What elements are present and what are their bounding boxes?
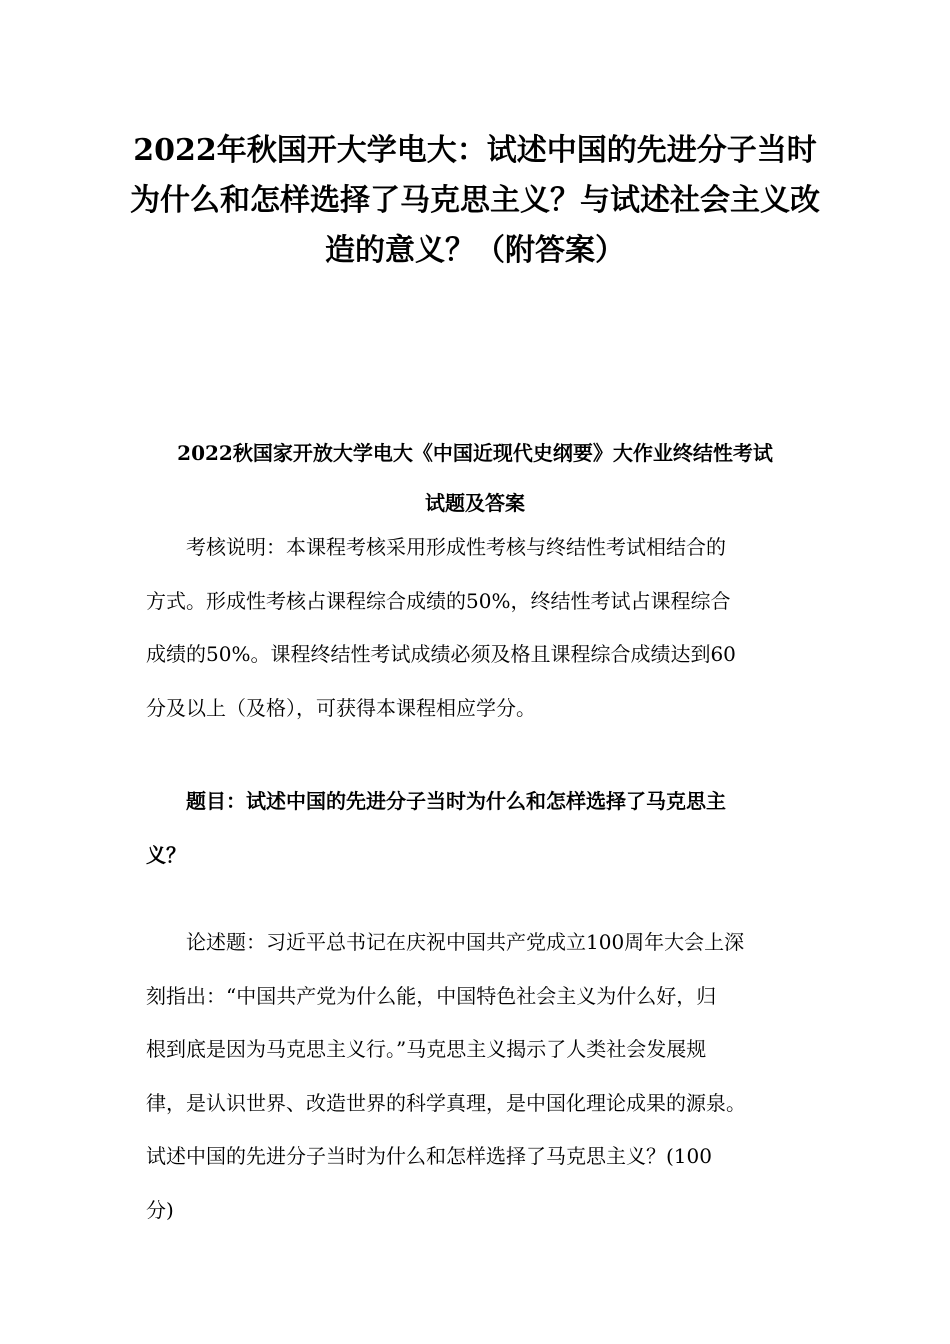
paragraph-line: 分): [146, 1197, 174, 1222]
paragraph-line: 义？: [146, 842, 186, 867]
title-line: 2022年秋国开大学电大：试述中国的先进分子当时: [133, 133, 817, 168]
paragraph-line: 方式。形成性考核占课程综合成绩的50%，终结性考试占课程综合: [146, 588, 731, 613]
essay-question-paragraph: [146, 916, 836, 1237]
document-title: [120, 126, 830, 276]
assessment-note-paragraph: [146, 521, 836, 735]
paragraph-line: 题目：试述中国的先进分子当时为什么和怎样选择了马克思主: [186, 789, 726, 813]
paragraph-line: 论述题：习近平总书记在庆祝中国共产党成立100周年大会上深: [186, 930, 745, 954]
title-line: 为什么和怎样选择了马克思主义？与试述社会主义改: [130, 183, 820, 218]
paragraph-line: 试述中国的先进分子当时为什么和怎样选择了马克思主义？(100: [146, 1144, 712, 1168]
subtitle-line: 2022秋国家开放大学电大《中国近现代史纲要》大作业终结性考试: [177, 441, 773, 465]
paragraph-line: 成绩的50%。课程终结性考试成绩必须及格且课程综合成绩达到60: [146, 642, 736, 666]
question-heading: [146, 775, 836, 882]
subtitle-line: 试题及答案: [425, 491, 525, 515]
paragraph-line: 律，是认识世界、改造世界的科学真理，是中国化理论成果的源泉。: [146, 1090, 746, 1115]
paragraph-line: 分及以上（及格），可获得本课程相应学分。: [146, 695, 536, 720]
paragraph-line: 根到底是因为马克思主义行。”马克思主义揭示了人类社会发展规: [146, 1037, 707, 1061]
exam-subtitle: [120, 428, 830, 528]
title-line: 造的意义？（附答案）: [325, 233, 625, 268]
paragraph-line: 考核说明：本课程考核采用形成性考核与终结性考试相结合的: [186, 535, 726, 559]
paragraph-line: 刻指出：“中国共产党为什么能，中国特色社会主义为什么好，归: [146, 983, 717, 1008]
